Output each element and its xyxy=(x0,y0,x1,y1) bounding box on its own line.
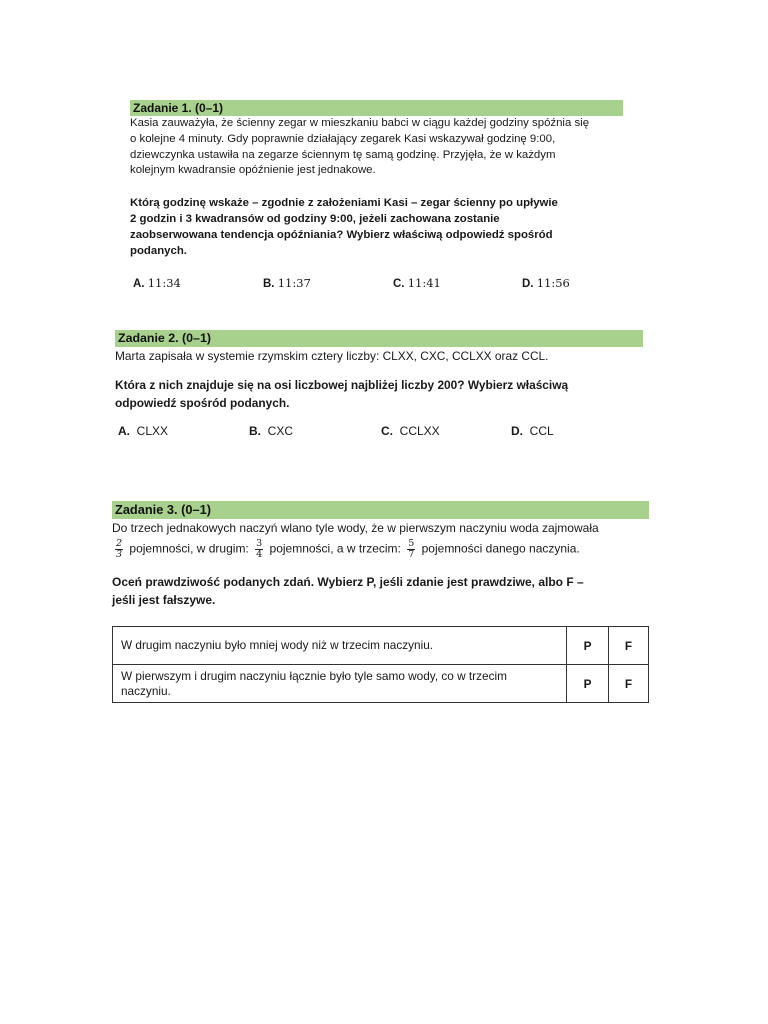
task-1-answer-a[interactable]: A. 11:34 xyxy=(133,276,181,291)
task-3-intro-line: Do trzech jednakowych naczyń wlano tyle wody, że w pierwszym naczyniu woda zajmowała xyxy=(112,521,599,535)
task-3-text: pojemności danego naczynia. xyxy=(421,541,580,556)
task-2 xyxy=(115,330,643,440)
false-option[interactable]: F xyxy=(609,627,649,665)
task-1-header: Zadanie 1. (0–1) xyxy=(130,100,623,116)
task-2-intro-line: Marta zapisała w systemie rzymskim cztery liczby: CLXX, CXC, CCLXX oraz CCL. xyxy=(115,349,549,363)
task-1-line: Kasia zauważyła, że ścienny zegar w mieszkaniu babci w ciągu każdej godziny spóźnia się xyxy=(130,117,590,129)
true-false-table xyxy=(112,626,649,703)
task-3-question xyxy=(112,573,649,609)
task-2-answer-d[interactable]: D. CCL xyxy=(511,424,554,438)
task-2-header: Zadanie 2. (0–1) xyxy=(115,330,643,347)
task-2-answer-a[interactable]: A. CLXX xyxy=(118,424,169,438)
task-3-header: Zadanie 3. (0–1) xyxy=(112,501,649,519)
task-1-question-line: zaobserwowana tendencja opóźniania? Wybierz właściwą odpowiedź spośród xyxy=(130,228,553,241)
task-1 xyxy=(130,100,623,292)
statement-cell: W drugim naczyniu było mniej wody niż w trzecim naczyniu. xyxy=(113,627,567,665)
task-2-question-line: odpowiedź spośród podanych. xyxy=(115,396,290,410)
task-1-intro xyxy=(130,116,623,179)
task-1-question xyxy=(130,196,623,259)
task-2-question xyxy=(115,376,643,412)
task-3-question-line: Oceń prawdziwość podanych zdań. Wybierz P, jeśli zdanie jest prawdziwe, albo F – xyxy=(112,575,584,589)
task-2-intro xyxy=(115,347,643,365)
task-1-question-line: 2 godzin i 3 kwadransów od godziny 9:00, jeżeli zachowana zostanie xyxy=(130,212,500,225)
task-2-question-line: Która z nich znajduje się na osi liczbowej najbliżej liczby 200? Wybierz właściwą xyxy=(115,378,569,392)
fraction-two-thirds: $\frac{2}{3}$ xyxy=(116,538,123,560)
table-row xyxy=(113,627,649,665)
false-option[interactable]: F xyxy=(609,665,649,703)
task-2-answers xyxy=(115,424,643,440)
fraction-five-sevenths: $\frac{5}{7}$ xyxy=(408,538,415,560)
task-1-question-line: podanych. xyxy=(130,244,187,257)
fraction-three-quarters: $\frac{3}{4}$ xyxy=(256,538,263,560)
task-3-text: pojemności, w drugim: xyxy=(129,541,249,556)
task-1-question-line: Którą godzinę wskaże – zgodnie z założeniami Kasi – zegar ścienny po upływie xyxy=(130,197,558,210)
statement-cell: W pierwszym i drugim naczyniu łącznie było tyle samo wody, co w trzecim naczyniu. xyxy=(113,665,567,703)
task-1-line: dziewczynka ustawiła na zegarze ściennym tę samą godzinę. Przyjęła, że w każdym xyxy=(130,148,556,161)
task-1-answer-d[interactable]: D. 11:56 xyxy=(522,276,570,291)
true-option[interactable]: P xyxy=(567,627,609,665)
task-1-line: o kolejne 4 minuty. Gdy poprawnie działający zegarek Kasi wskazywał godzinę 9:00, xyxy=(130,132,556,145)
task-3-text: pojemności, a w trzecim: xyxy=(269,541,401,556)
true-option[interactable]: P xyxy=(567,665,609,703)
task-1-answer-b[interactable]: B. 11:37 xyxy=(263,276,311,291)
task-1-answer-c[interactable]: C. 11:41 xyxy=(393,276,441,291)
task-2-answer-c[interactable]: C. CCLXX xyxy=(381,424,440,438)
task-1-answers xyxy=(130,276,623,292)
task-2-answer-b[interactable]: B. CXC xyxy=(249,424,294,438)
task-3-intro xyxy=(112,519,649,560)
task-3-fraction-line xyxy=(112,539,649,560)
task-3-question-line: jeśli jest fałszywe. xyxy=(112,593,216,607)
task-1-line: kolejnym kwadransie opóźnienie jest jednakowe. xyxy=(130,164,376,177)
table-row xyxy=(113,665,649,703)
task-3 xyxy=(112,501,649,703)
